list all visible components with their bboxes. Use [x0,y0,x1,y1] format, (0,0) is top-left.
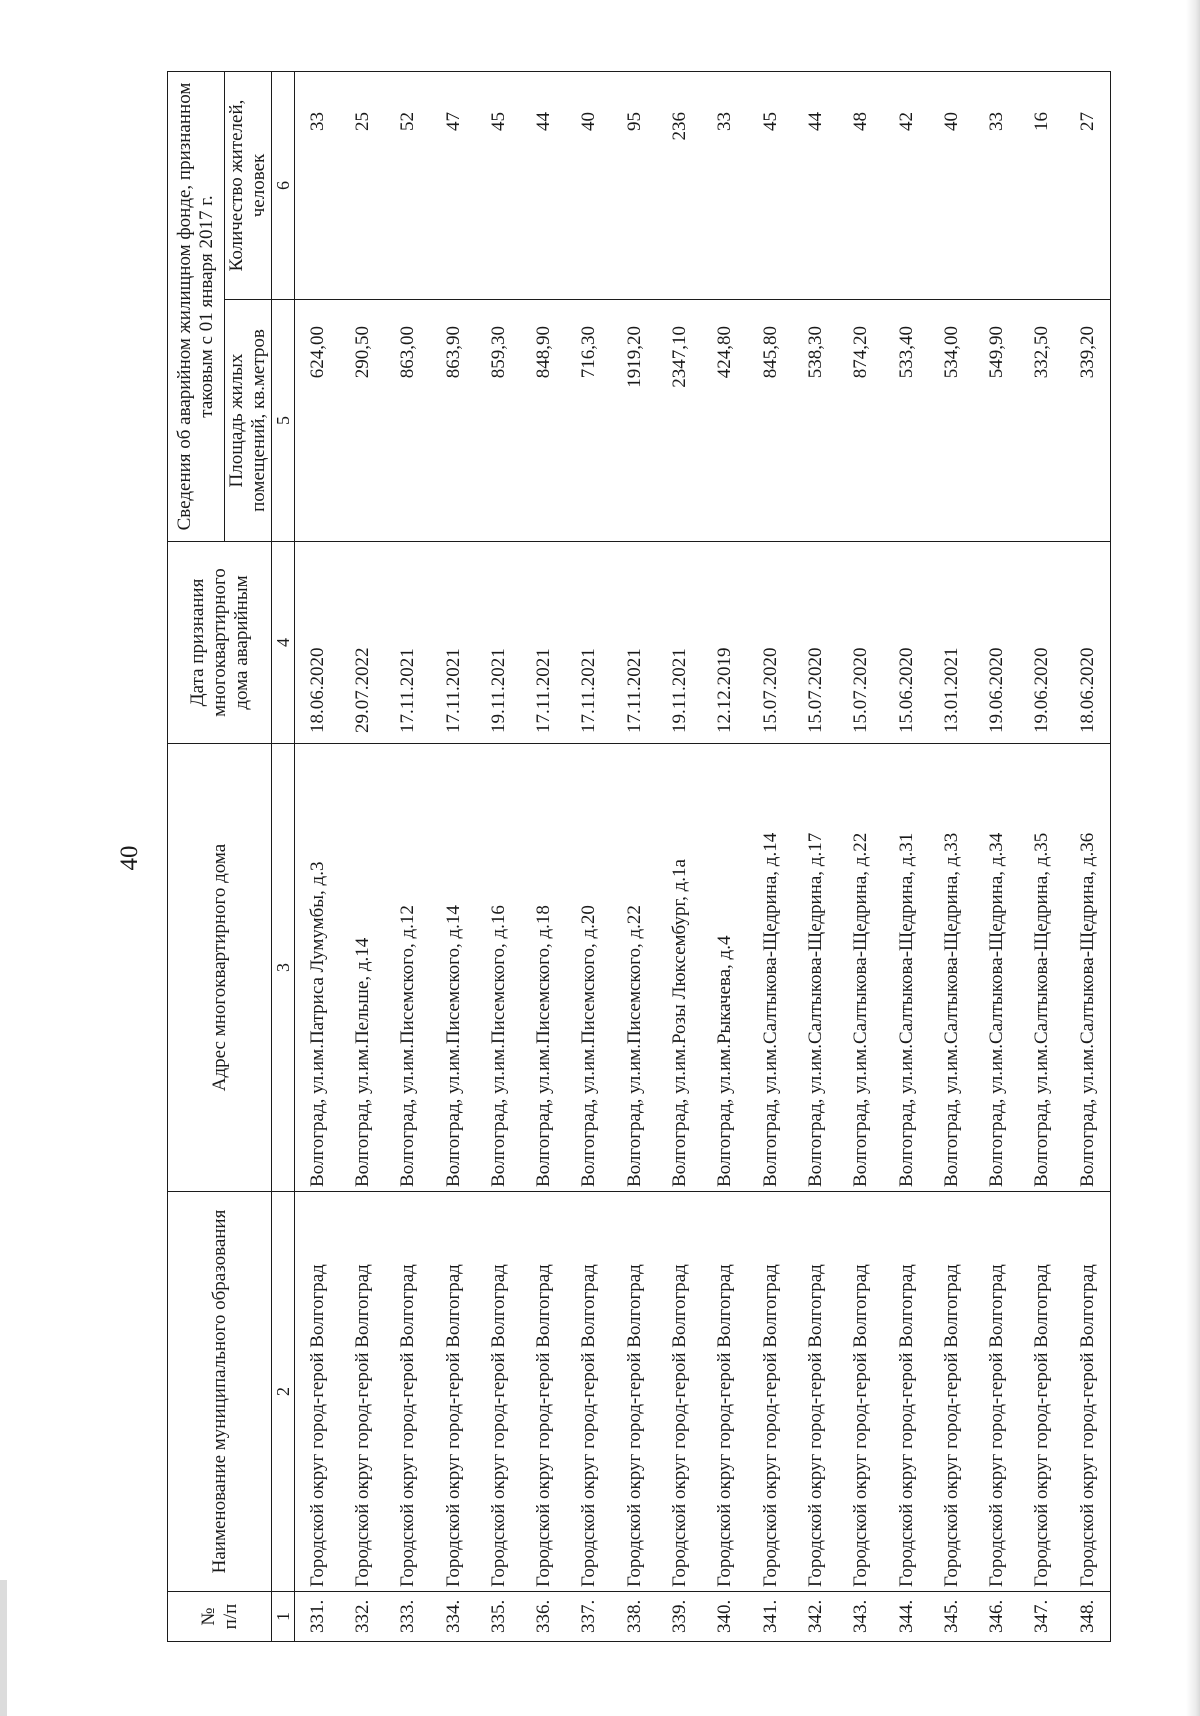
row-number: 348. [1065,1592,1111,1642]
date-cell: 17.11.2021 [431,542,476,744]
municipality-cell: Городской округ город-герой Волгоград [748,1192,793,1592]
area-cell: 863,90 [431,300,476,542]
row-number: 347. [1020,1592,1065,1642]
area-cell: 848,90 [521,300,566,542]
row-number: 337. [567,1592,612,1642]
residents-cell: 16 [1020,72,1065,300]
residents-cell: 33 [974,72,1019,300]
municipality-cell: Городской округ город-герой Волгоград [295,1192,341,1592]
date-cell: 15.07.2020 [748,542,793,744]
residents-cell: 27 [1065,72,1111,300]
rotated-table-container [167,72,1177,1642]
date-cell: 15.06.2020 [884,542,929,744]
area-cell: 538,30 [793,300,838,542]
emergency-housing-table [167,71,1111,1642]
table-row [567,72,612,1642]
date-cell: 13.01.2021 [929,542,974,744]
address-cell: Волгоград, ул.им.Писемского, д.18 [521,744,566,1192]
date-cell: 17.11.2021 [521,542,566,744]
municipality-cell: Городской округ город-герой Волгоград [657,1192,702,1592]
header-address: Адрес многоквартирного дома [168,744,272,1192]
residents-cell: 25 [340,72,385,300]
row-number: 336. [521,1592,566,1642]
residents-cell: 95 [612,72,657,300]
residents-cell: 45 [476,72,521,300]
column-number-5: 5 [272,300,295,542]
date-cell: 17.11.2021 [612,542,657,744]
municipality-cell: Городской округ город-герой Волгоград [839,1192,884,1592]
address-cell: Волгоград, ул.им.Писемского, д.12 [386,744,431,1192]
row-number: 333. [386,1592,431,1642]
row-number: 343. [839,1592,884,1642]
area-cell: 534,00 [929,300,974,542]
table-row [476,72,521,1642]
municipality-cell: Городской округ город-герой Волгоград [929,1192,974,1592]
address-cell: Волгоград, ул.им.Рыкачева, д.4 [703,744,748,1192]
date-cell: 18.06.2020 [295,542,341,744]
date-cell: 15.07.2020 [793,542,838,744]
column-number-4: 4 [272,542,295,744]
municipality-cell: Городской округ город-герой Волгоград [567,1192,612,1592]
area-cell: 1919,20 [612,300,657,542]
area-cell: 845,80 [748,300,793,542]
municipality-cell: Городской округ город-герой Волгоград [793,1192,838,1592]
area-cell: 2347,10 [657,300,702,542]
table-row [521,72,566,1642]
table-row [612,72,657,1642]
date-cell: 17.11.2021 [386,542,431,744]
residents-cell: 42 [884,72,929,300]
date-cell: 15.07.2020 [839,542,884,744]
table-row [839,72,884,1642]
table-row [1065,72,1111,1642]
area-cell: 424,80 [703,300,748,542]
address-cell: Волгоград, ул.им.Писемского, д.20 [567,744,612,1192]
row-number: 342. [793,1592,838,1642]
municipality-cell: Городской округ город-герой Волгоград [340,1192,385,1592]
header-group: Сведения об аварийном жилищном фонде, признанном таковым с 01 января 2017 г. [168,72,225,542]
residents-cell: 48 [839,72,884,300]
column-number-2: 2 [272,1192,295,1592]
municipality-cell: Городской округ город-герой Волгоград [974,1192,1019,1592]
address-cell: Волгоград, ул.им.Салтыкова-Щедрина, д.22 [839,744,884,1192]
area-cell: 549,90 [974,300,1019,542]
date-cell: 29.07.2022 [340,542,385,744]
scan-edge-left [0,1580,7,1716]
header-municipality: Наименование муниципального образования [168,1192,272,1592]
date-cell: 17.11.2021 [567,542,612,744]
row-number: 341. [748,1592,793,1642]
area-cell: 716,30 [567,300,612,542]
municipality-cell: Городской округ город-герой Волгоград [521,1192,566,1592]
column-number-1: 1 [272,1592,295,1642]
column-number-3: 3 [272,744,295,1192]
header-num: № п/п [168,1592,272,1642]
column-number-6: 6 [272,72,295,300]
table-row [386,72,431,1642]
address-cell: Волгоград, ул.им.Писемского, д.16 [476,744,521,1192]
header-residents: Количество жителей, человек [225,72,272,300]
area-cell: 339,20 [1065,300,1111,542]
municipality-cell: Городской округ город-герой Волгоград [1065,1192,1111,1592]
residents-cell: 47 [431,72,476,300]
residents-cell: 33 [295,72,341,300]
row-number: 332. [340,1592,385,1642]
municipality-cell: Городской округ город-герой Волгоград [1020,1192,1065,1592]
table-row [1020,72,1065,1642]
date-cell: 19.06.2020 [1020,542,1065,744]
scan-edge-right [1186,0,1200,1716]
table-row [340,72,385,1642]
address-cell: Волгоград, ул.им.Салтыкова-Щедрина, д.34 [974,744,1019,1192]
date-cell: 19.11.2021 [657,542,702,744]
row-number: 340. [703,1592,748,1642]
row-number: 344. [884,1592,929,1642]
address-cell: Волгоград, ул.им.Салтыкова-Щедрина, д.14 [748,744,793,1192]
address-cell: Волгоград, ул.им.Писемского, д.22 [612,744,657,1192]
municipality-cell: Городской округ город-герой Волгоград [386,1192,431,1592]
table-row [431,72,476,1642]
row-number: 346. [974,1592,1019,1642]
row-number: 339. [657,1592,702,1642]
residents-cell: 40 [929,72,974,300]
area-cell: 290,50 [340,300,385,542]
table-row [657,72,702,1642]
header-area: Площадь жилых помещений, кв.метров [225,300,272,542]
address-cell: Волгоград, ул.им.Салтыкова-Щедрина, д.33 [929,744,974,1192]
row-number: 338. [612,1592,657,1642]
date-cell: 12.12.2019 [703,542,748,744]
residents-cell: 45 [748,72,793,300]
residents-cell: 40 [567,72,612,300]
address-cell: Волгоград, ул.им.Патриса Лумумбы, д.3 [295,744,341,1192]
address-cell: Волгоград, ул.им.Писемского, д.14 [431,744,476,1192]
row-number: 331. [295,1592,341,1642]
municipality-cell: Городской округ город-герой Волгоград [612,1192,657,1592]
address-cell: Волгоград, ул.им.Пельше, д.14 [340,744,385,1192]
table-row [793,72,838,1642]
address-cell: Волгоград, ул.им.Розы Люксембург, д.1а [657,744,702,1192]
area-cell: 874,20 [839,300,884,542]
municipality-cell: Городской округ город-герой Волгоград [884,1192,929,1592]
area-cell: 859,30 [476,300,521,542]
row-number: 335. [476,1592,521,1642]
residents-cell: 52 [386,72,431,300]
municipality-cell: Городской округ город-герой Волгоград [476,1192,521,1592]
header-date: Дата признания многоквартирного дома аварийным [168,542,272,744]
address-cell: Волгоград, ул.им.Салтыкова-Щедрина, д.35 [1020,744,1065,1192]
area-cell: 863,00 [386,300,431,542]
area-cell: 533,40 [884,300,929,542]
residents-cell: 44 [793,72,838,300]
table-header [168,72,295,1642]
table-row [295,72,341,1642]
row-number: 334. [431,1592,476,1642]
table-row [884,72,929,1642]
address-cell: Волгоград, ул.им.Салтыкова-Щедрина, д.31 [884,744,929,1192]
residents-cell: 236 [657,72,702,300]
date-cell: 18.06.2020 [1065,542,1111,744]
residents-cell: 33 [703,72,748,300]
municipality-cell: Городской округ город-герой Волгоград [431,1192,476,1592]
table-row [748,72,793,1642]
table-row [929,72,974,1642]
residents-cell: 44 [521,72,566,300]
address-cell: Волгоград, ул.им.Салтыкова-Щедрина, д.17 [793,744,838,1192]
area-cell: 624,00 [295,300,341,542]
table-row [974,72,1019,1642]
table-body [295,72,1111,1642]
date-cell: 19.06.2020 [974,542,1019,744]
area-cell: 332,50 [1020,300,1065,542]
address-cell: Волгоград, ул.им.Салтыкова-Щедрина, д.36 [1065,744,1111,1192]
date-cell: 19.11.2021 [476,542,521,744]
page-number: 40 [116,845,143,871]
municipality-cell: Городской округ город-герой Волгоград [703,1192,748,1592]
table-row [703,72,748,1642]
row-number: 345. [929,1592,974,1642]
